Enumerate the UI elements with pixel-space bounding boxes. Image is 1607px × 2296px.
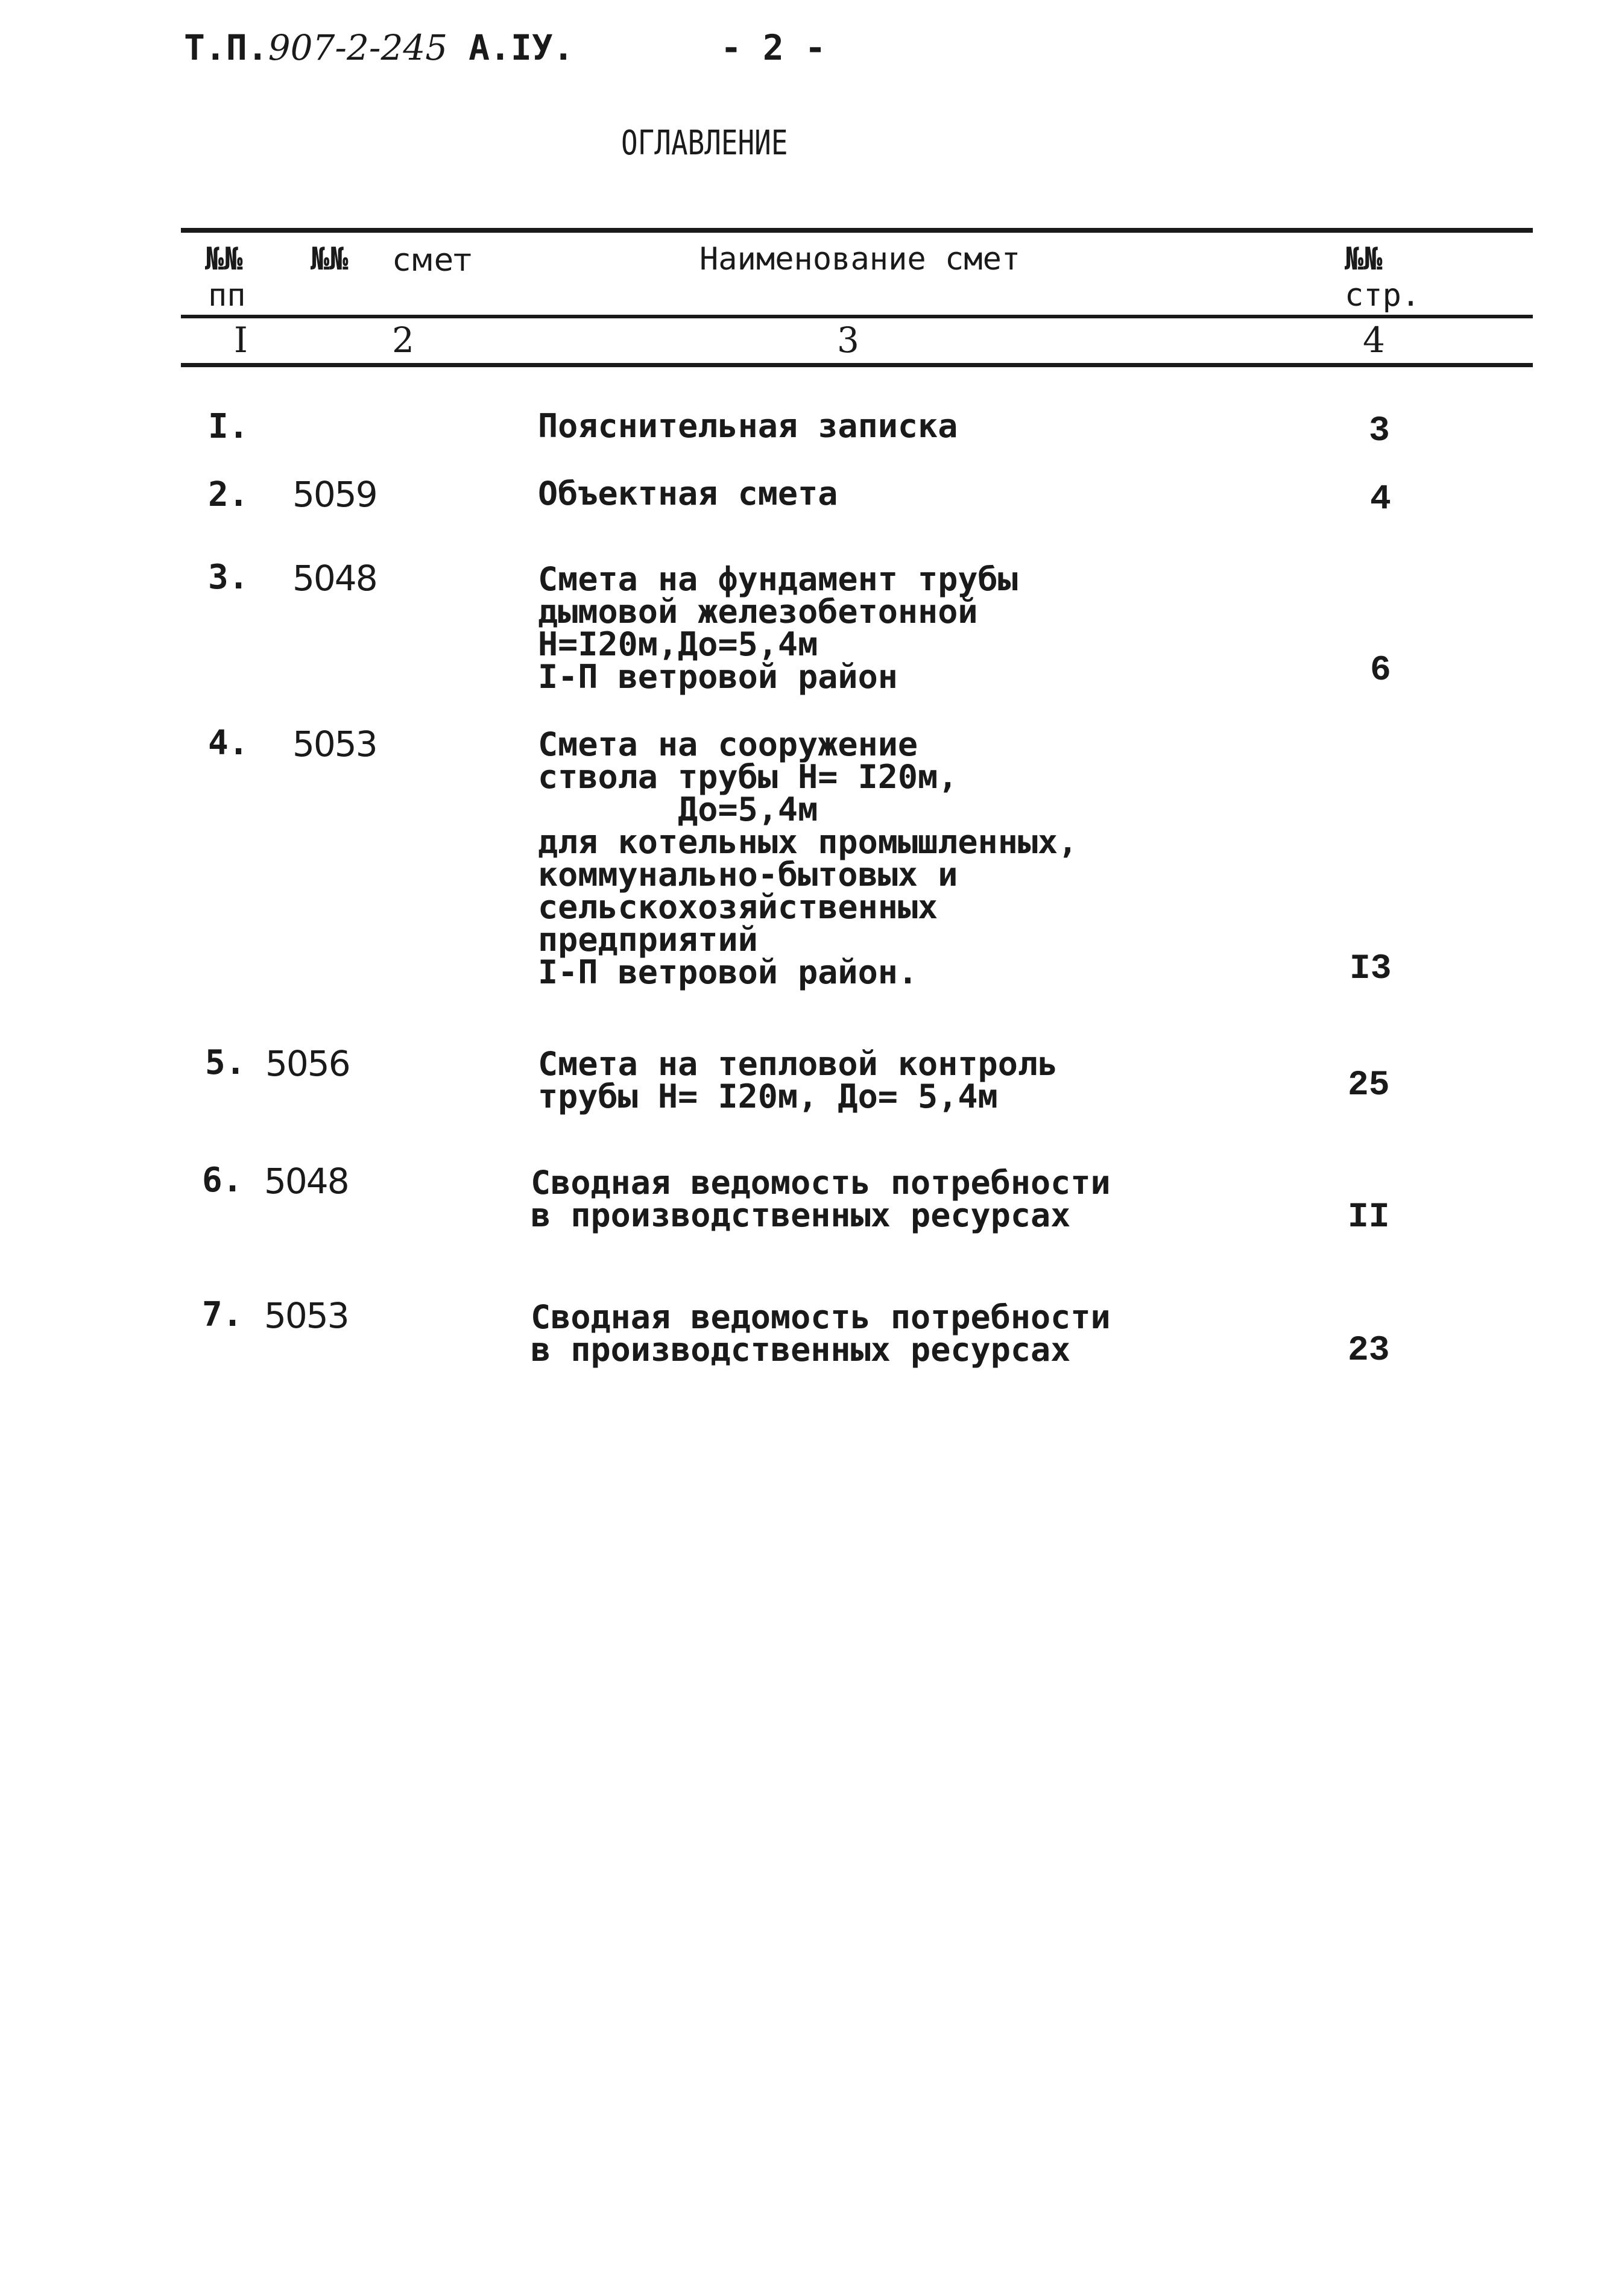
- row-7-name: Сводная ведомость потребности в производственных ресурсах: [531, 1298, 1111, 1369]
- row-5-name: Смета на тепловой контроль трубы Н= I20м, До= 5,4м: [538, 1045, 1058, 1115]
- row-5-number: 5.: [205, 1043, 246, 1082]
- row-1-page: 3: [1369, 412, 1390, 451]
- col-index-3: 3: [837, 320, 859, 361]
- col-index-4: 4: [1363, 320, 1385, 361]
- row-4-page: I3: [1350, 950, 1392, 989]
- col-name-header: Наименование смет: [699, 241, 1021, 277]
- col-page-mark: №№: [1345, 241, 1383, 277]
- row-4-name: Смета на сооружение ствола трубы Н= I20м, До=5,4м для котельных промышленных, коммунально-бытовых и сельскохозяйственных предприятий I-П ветровой район.: [538, 725, 1078, 991]
- row-6-page: II: [1348, 1198, 1390, 1237]
- row-1-name: Пояснительная записка: [538, 407, 958, 445]
- row-2-page: 4: [1370, 480, 1391, 519]
- row-7-code: 5053: [264, 1295, 349, 1336]
- col-estimate-label: смет: [393, 242, 472, 279]
- row-5-page: 25: [1348, 1066, 1390, 1105]
- row-6-number: 6.: [202, 1161, 243, 1200]
- row-1-number: I.: [208, 407, 249, 446]
- row-4-number: 4.: [208, 724, 249, 763]
- col-index-1: I: [234, 320, 248, 361]
- row-3-number: 3.: [208, 558, 249, 597]
- row-2-number: 2.: [208, 475, 249, 514]
- col-estimate-mark: №№: [311, 241, 349, 277]
- col-index-2: 2: [392, 320, 414, 361]
- document-code: [184, 27, 574, 68]
- row-3-name: Смета на фундамент трубы дымовой железобетонной Н=I20м,До=5,4м I-П ветровой район: [538, 560, 1018, 696]
- row-5-code: 5056: [265, 1043, 350, 1084]
- row-6-code: 5048: [264, 1161, 349, 1202]
- document-code-handwritten: 907-2-245: [268, 27, 448, 68]
- row-3-code: 5048: [292, 558, 377, 599]
- row-6-name: Сводная ведомость потребности в производственных ресурсах: [531, 1164, 1111, 1234]
- row-2-code: 5059: [292, 474, 377, 515]
- row-4-code: 5053: [292, 724, 377, 765]
- row-3-page: 6: [1370, 651, 1391, 690]
- page-number: - 2 -: [721, 27, 826, 68]
- row-7-number: 7.: [202, 1295, 243, 1334]
- document-code-suffix: А.IУ.: [447, 27, 574, 68]
- col-page-label: стр.: [1345, 277, 1421, 314]
- document-code-prefix: Т.П.: [184, 27, 268, 68]
- page-title: ОГЛАВЛЕНИЕ: [621, 124, 788, 163]
- table-header-rule: [181, 315, 1533, 318]
- row-7-page: 23: [1348, 1331, 1390, 1370]
- row-2-name: Объектная смета: [538, 475, 838, 512]
- col-number-label: пп: [208, 277, 246, 314]
- table-numbers-rule: [181, 363, 1533, 367]
- table-top-rule: [181, 228, 1533, 233]
- col-number-mark: №№: [205, 241, 243, 277]
